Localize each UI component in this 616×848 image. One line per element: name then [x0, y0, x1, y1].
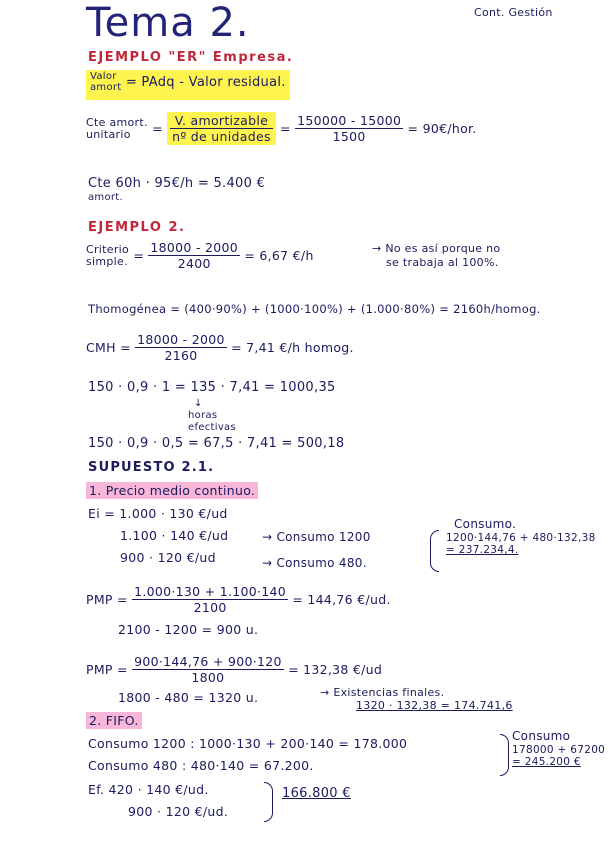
pmp-2-formula: [86, 654, 382, 685]
page-title: Tema 2.: [86, 0, 250, 46]
cte-result: = 90€/hor.: [407, 121, 477, 136]
cmh-label: CMH =: [86, 340, 131, 355]
cte-label-2: unitario: [86, 127, 131, 141]
criterio-denominator: 2400: [177, 256, 211, 271]
pmp-2-denominator: 1800: [191, 670, 225, 685]
cmh-numerator: 18000 - 2000: [137, 332, 225, 347]
cte-line-sub: amort.: [88, 192, 123, 203]
consumo-calc: 1200·144,76 + 480·132,38: [446, 531, 596, 544]
example-2-heading: EJEMPLO 2.: [88, 220, 186, 235]
course-label: Cont. Gestión: [474, 6, 553, 19]
criterio-label-1: Criterio: [86, 242, 130, 256]
consumo-brace: [430, 530, 439, 572]
cte-amort-formula: Cte amort. unitario = $\frac{\text{V. amortizable}}{\text{nº de unidades}}$ = $\frac{150000 - 15000}{1500}$ = 90€/hor.: [86, 113, 477, 144]
criterio-note-1: → No es así porque no: [372, 242, 501, 255]
pmp-2-result: = 132,38 €/ud: [288, 662, 383, 677]
example-er-heading: EJEMPLO "ER" Empresa.: [88, 50, 294, 65]
valor-amort-formula: [86, 70, 290, 100]
note-arrow-icon: ↓: [194, 398, 203, 409]
valor-label-2: amort: [90, 81, 122, 93]
pmp-1-denominator: 2100: [193, 600, 227, 615]
fifo-total: = 245.200 €: [512, 755, 581, 768]
calc-line-1-note: [188, 398, 236, 434]
valor-formula: = PAdq - Valor residual.: [125, 75, 286, 90]
thomog-formula: Thomogénea = (400·90%) + (1000·100%) + (1.000·80%) = 2160h/homog.: [88, 302, 541, 316]
pmp-1-formula: [86, 584, 391, 615]
consumo-1: → Consumo 1200: [262, 530, 371, 544]
calc-line-1: 150 · 0,9 · 1 = 135 · 7,41 = 1000,35: [88, 380, 336, 395]
cmh-denominator: 2160: [164, 348, 198, 363]
ei-line: Ei = 1.000 · 130 €/ud: [88, 506, 228, 521]
cte-numerator-values: 150000 - 15000: [297, 113, 402, 128]
criterio-note-2: se trabaja al 100%.: [386, 256, 499, 270]
pmp-2-label: PMP =: [86, 662, 128, 677]
calc-note-2: efectivas: [188, 422, 236, 433]
calc-note-1: horas: [188, 410, 218, 421]
ef-brace: [264, 782, 273, 822]
criterio-numerator: 18000 - 2000: [150, 240, 239, 255]
ef-line-1: Ef. 420 · 140 €/ud.: [88, 782, 209, 797]
pmp-1-result: = 144,76 €/ud.: [292, 592, 391, 607]
existencias-finales: [320, 686, 513, 712]
valor-label-1: Valor: [90, 71, 117, 82]
criterio-formula: Criterio simple. = $\frac{18000 - 2000}{2400}$ = 6,67 €/h: [86, 240, 314, 271]
pmc-label: 1. Precio medio continuo.: [86, 482, 258, 499]
criterio-note: [372, 242, 500, 271]
compra-2: 900 · 120 €/ud: [120, 550, 216, 565]
ef-label: → Existencias finales.: [320, 686, 445, 699]
pmp-1-label: PMP =: [86, 592, 128, 607]
ef-total: 166.800 €: [282, 786, 351, 801]
consumo-2: → Consumo 480.: [262, 556, 367, 570]
consumo-summary: [446, 518, 596, 556]
fifo-summary: [512, 730, 605, 768]
cte-line: Cte 60h · 95€/h = 5.400 €: [88, 176, 266, 191]
fifo-brace: [500, 734, 509, 776]
cte-numerator: V. amortizable: [170, 113, 273, 129]
stock-line-1: 2100 - 1200 = 900 u.: [118, 622, 259, 637]
fifo-label: 2. FIFO.: [86, 712, 142, 729]
pmp-2-numerator: 900·144,76 + 900·120: [134, 654, 282, 669]
fifo-total-title: Consumo: [512, 729, 571, 743]
consumo-title: Consumo.: [454, 517, 517, 531]
criterio-result: = 6,67 €/h: [244, 248, 314, 263]
ef-calc: 1320 · 132,38 = 174.741,6: [356, 699, 513, 713]
consumo-total: = 237.234,4.: [446, 543, 519, 556]
cte-label-1: Cte amort.: [86, 115, 148, 129]
calc-line-2: 150 · 0,9 · 0,5 = 67,5 · 7,41 = 500,18: [88, 436, 345, 451]
ef-line-2: 900 · 120 €/ud.: [128, 804, 229, 819]
pmp-1-numerator: 1.000·130 + 1.100·140: [134, 584, 287, 599]
fifo-total-calc: 178000 + 67200: [512, 743, 606, 756]
fifo-consumo-1: Consumo 1200 : 1000·130 + 200·140 = 178.000: [88, 736, 408, 751]
compra-1: 1.100 · 140 €/ud: [120, 528, 229, 543]
supuesto-heading: SUPUESTO 2.1.: [88, 460, 215, 475]
cte-denominator: nº de unidades: [172, 129, 271, 144]
fifo-consumo-2: Consumo 480 : 480·140 = 67.200.: [88, 758, 314, 773]
criterio-label-2: simple.: [86, 254, 128, 268]
stock-line-2: 1800 - 480 = 1320 u.: [118, 690, 259, 705]
cte-denominator-values: 1500: [332, 129, 366, 144]
cmh-formula: [86, 332, 354, 363]
cmh-result: = 7,41 €/h homog.: [231, 340, 354, 355]
